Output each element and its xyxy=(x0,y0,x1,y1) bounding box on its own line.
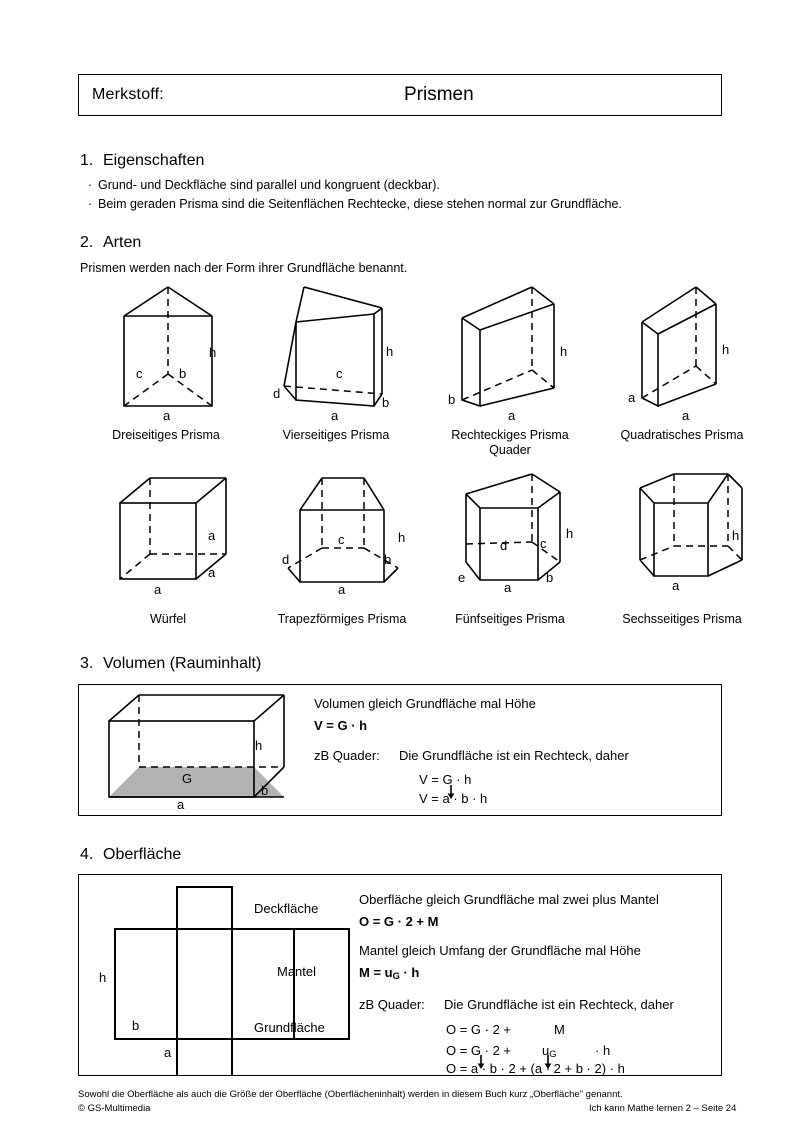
section-3-title: Volumen (Rauminhalt) xyxy=(103,655,262,672)
volume-panel xyxy=(78,684,722,816)
section-3-number: 3. xyxy=(80,655,94,672)
surface-step-1-m: M xyxy=(554,1022,565,1037)
surface-panel xyxy=(78,874,722,1076)
surface-example-text: Die Grundfläche ist ein Rechteck, daher xyxy=(444,997,674,1012)
figure-3-caption: Rechteckiges Prisma xyxy=(451,428,569,442)
figure-4-label-a-side: a xyxy=(628,390,636,405)
property-bullet-1: · Grund- und Deckfläche sind parallel und kongruent (deckbar). xyxy=(88,178,440,192)
figure-trapezoid-prism xyxy=(280,470,415,600)
figure-pentagonal-prism xyxy=(450,470,585,600)
section-4-title: Oberfläche xyxy=(103,846,182,863)
surface-statement-1: Oberfläche gleich Grundfläche mal zwei plus Mantel xyxy=(359,892,659,907)
figure-5-label-a-depth: a xyxy=(208,565,216,580)
figure-6-label-h: h xyxy=(398,530,406,545)
figure-4-caption: Quadratisches Prisma xyxy=(620,428,744,442)
footer-copyright: © GS-Multimedia xyxy=(78,1103,151,1114)
figure-hexagonal-prism xyxy=(624,470,754,600)
section-2-number: 2. xyxy=(80,234,94,251)
figure-2-label-h: h xyxy=(386,344,394,359)
figure-cube xyxy=(110,470,240,600)
surface-label-b: b xyxy=(132,1018,140,1033)
figure-quadrilateral-prism xyxy=(273,282,404,423)
page-title: Prismen xyxy=(404,84,474,105)
surface-formula-2: $M = u_G \cdot h$ xyxy=(359,965,420,982)
volume-label-b: b xyxy=(261,783,269,798)
volume-statement: Volumen gleich Grundfläche mal Höhe xyxy=(314,696,536,711)
volume-cuboid-figure xyxy=(91,687,306,815)
header-label: Merkstoff: xyxy=(92,86,164,103)
surface-callout-grundflaeche: Grundfläche xyxy=(254,1020,325,1035)
figure-square-prism xyxy=(624,282,754,423)
figure-6-label-b: b xyxy=(384,552,392,567)
volume-step-2: V = a · b · h xyxy=(419,791,488,806)
surface-step-3: O = a · b · 2 + (a · 2 + b · 2) · h xyxy=(446,1061,625,1076)
figure-6-label-a: a xyxy=(338,582,346,597)
figure-2-label-a: a xyxy=(331,408,339,423)
section-2-title: Arten xyxy=(103,234,142,251)
surface-formula-1: O = G · 2 + M xyxy=(359,914,439,929)
figure-2-label-b: b xyxy=(382,395,390,410)
bullet-dot-icon: · xyxy=(88,178,93,192)
volume-example-text: Die Grundfläche ist ein Rechteck, daher xyxy=(399,748,629,763)
footer-bookref: Ich kann Mathe lernen 2 – Seite 24 xyxy=(589,1103,737,1114)
figure-1-label-h: h xyxy=(209,345,217,360)
figure-4-label-h: h xyxy=(722,342,730,357)
figure-1-label-a: a xyxy=(163,408,171,423)
figure-2-caption: Vierseitiges Prisma xyxy=(282,428,390,442)
surface-step-2-ug-sub: G xyxy=(549,1049,557,1060)
figure-5-caption: Würfel xyxy=(149,612,187,626)
figure-7-label-a: a xyxy=(504,580,512,595)
figure-8-label-a: a xyxy=(672,578,680,593)
figure-1-label-c: c xyxy=(136,366,143,381)
surface-label-h: h xyxy=(99,970,107,985)
figure-4-label-a-bottom: a xyxy=(682,408,690,423)
section-1-number: 1. xyxy=(80,152,94,169)
volume-label-h: h xyxy=(255,738,263,753)
figure-7-label-e: e xyxy=(458,570,466,585)
surface-example-label: zB Quader: xyxy=(359,997,425,1012)
figure-7-label-b: b xyxy=(546,570,554,585)
figure-7-label-c: c xyxy=(540,536,547,551)
figure-1-caption: Dreiseitiges Prisma xyxy=(112,428,220,442)
figure-6-label-c: c xyxy=(338,532,345,547)
figure-6-label-d: d xyxy=(282,552,290,567)
figure-1-label-b: b xyxy=(179,366,187,381)
volume-step-1: V = G · h xyxy=(419,772,472,787)
surface-step-2-h: · h xyxy=(595,1043,611,1058)
section-2-intro: Prismen werden nach der Form ihrer Grundfläche benannt. xyxy=(80,261,408,275)
figure-3-label-h: h xyxy=(560,344,568,359)
figure-3-label-a: a xyxy=(508,408,516,423)
footer-note: Sowohl die Oberfläche als auch die Größe der Oberfläche (Oberflächeninhalt) werden in diesem Buch kurz „Oberfläche" genannt. xyxy=(78,1089,623,1100)
figure-3-label-b: b xyxy=(448,392,456,407)
surface-callout-mantel: Mantel xyxy=(277,964,317,979)
figure-6-caption: Trapezförmiges Prisma xyxy=(277,612,407,626)
surface-step-2-ug: $u_G$ xyxy=(542,1043,557,1060)
figure-7-label-h: h xyxy=(566,526,574,541)
surface-statement-2: Mantel gleich Umfang der Grundfläche mal Höhe xyxy=(359,943,641,958)
volume-example-label: zB Quader: xyxy=(314,748,380,763)
surface-formula-2-sub: G xyxy=(392,971,400,982)
section-1-title: Eigenschaften xyxy=(103,152,205,169)
figure-2-label-d: d xyxy=(273,386,281,401)
volume-formula: V = G · h xyxy=(314,718,368,733)
figure-7-label-d: d xyxy=(500,538,508,553)
figure-2-label-c: c xyxy=(336,366,343,381)
surface-callout-deckflaeche: Deckfläche xyxy=(254,901,319,916)
figure-3-caption-line2: Quader xyxy=(489,443,531,457)
property-bullet-2: · Beim geraden Prisma sind die Seitenflächen Rechtecke, diese stehen normal zur Grundfläche. xyxy=(88,197,622,211)
figure-7-caption: Fünfseitiges Prisma xyxy=(455,612,565,626)
figure-5-label-a-right: a xyxy=(208,528,216,543)
section-4-number: 4. xyxy=(80,846,94,863)
figure-triangular-prism xyxy=(106,282,236,423)
header-box xyxy=(78,74,722,116)
surface-step-1: O = G · 2 + xyxy=(446,1022,512,1037)
surface-step-2: O = G · 2 + xyxy=(446,1043,512,1058)
bullet-dot-icon: · xyxy=(88,197,93,211)
figure-8-caption: Sechsseitiges Prisma xyxy=(622,612,742,626)
figure-rectangular-prism xyxy=(448,282,580,423)
figure-8-label-h: h xyxy=(732,528,740,543)
volume-label-g: G xyxy=(182,771,193,786)
volume-label-a: a xyxy=(177,797,185,812)
figure-5-label-a-bottom: a xyxy=(154,582,162,597)
surface-label-a: a xyxy=(164,1045,172,1060)
